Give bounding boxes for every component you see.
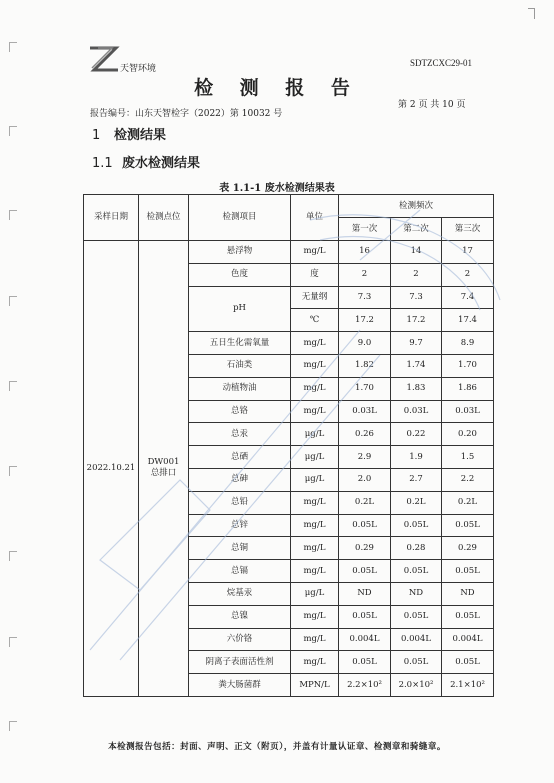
value-cell: 1.9 (391, 446, 442, 469)
company-logo-icon (88, 44, 120, 74)
value-cell: 0.05L (339, 560, 391, 583)
unit-cell: mg/L (291, 628, 339, 651)
margin-tick (9, 721, 17, 731)
sampling-point-cell (139, 241, 189, 697)
item-cell: 总砷 (189, 468, 291, 491)
unit-cell: mg/L (291, 651, 339, 674)
unit-cell: μg/L (291, 446, 339, 469)
value-cell: 0.05L (339, 651, 391, 674)
report-number: 报告编号：山东天智检字（2022）第 10032 号 (90, 109, 283, 119)
value-cell: 17.2 (339, 309, 391, 332)
value-cell: 0.05L (442, 651, 494, 674)
item-cell: 动植物油 (189, 377, 291, 400)
value-cell: 0.28 (391, 537, 442, 560)
item-cell: 五日生化需氧量 (189, 332, 291, 355)
item-cell: 烷基汞 (189, 582, 291, 605)
item-cell: 总镍 (189, 605, 291, 628)
results-table (83, 194, 494, 697)
unit-cell: 无量纲 (291, 286, 339, 309)
value-cell: 0.004L (391, 628, 442, 651)
unit-cell: μg/L (291, 468, 339, 491)
header-frequency: 检测频次 (339, 195, 494, 218)
item-cell: 总铅 (189, 491, 291, 514)
item-cell: 阴离子表面活性剂 (189, 651, 291, 674)
value-cell: 0.004L (442, 628, 494, 651)
value-cell: 7.3 (339, 286, 391, 309)
item-cell: 总汞 (189, 423, 291, 446)
value-cell: 0.05L (339, 514, 391, 537)
unit-cell: mg/L (291, 332, 339, 355)
value-cell: 0.20 (442, 423, 494, 446)
value-cell: 1.83 (391, 377, 442, 400)
value-cell: 2.0 (339, 468, 391, 491)
value-cell: 0.05L (391, 605, 442, 628)
value-cell: 0.29 (442, 537, 494, 560)
value-cell: 0.004L (339, 628, 391, 651)
table-caption: 表 1.1-1 废水检测结果表 (219, 183, 335, 194)
value-cell: 2.7 (391, 468, 442, 491)
item-cell: pH (189, 286, 291, 332)
value-cell: 0.2L (442, 491, 494, 514)
header-unit: 单位 (291, 195, 339, 241)
value-cell: 0.05L (442, 605, 494, 628)
sampling-date-cell: 2022.10.21 (84, 241, 139, 697)
value-cell: 2 (339, 263, 391, 286)
value-cell: 17.2 (391, 309, 442, 332)
subsection-number: 1.1 (92, 156, 113, 171)
value-cell: 0.05L (442, 514, 494, 537)
value-cell: 0.05L (442, 560, 494, 583)
value-cell: 2.1×10² (442, 674, 494, 697)
value-cell: 0.22 (391, 423, 442, 446)
value-cell: 0.03L (442, 400, 494, 423)
value-cell: 16 (339, 241, 391, 264)
item-cell: 色度 (189, 263, 291, 286)
value-cell: 2.2×10² (339, 674, 391, 697)
value-cell: 0.05L (391, 651, 442, 674)
value-cell: 1.70 (442, 354, 494, 377)
margin-tick (9, 210, 17, 220)
unit-cell: mg/L (291, 400, 339, 423)
value-cell: 0.2L (391, 491, 442, 514)
unit-cell: MPN/L (291, 674, 339, 697)
corner-mark (528, 8, 535, 19)
value-cell: 8.9 (442, 332, 494, 355)
item-cell: 总铬 (189, 400, 291, 423)
section-heading (92, 124, 166, 143)
unit-cell: mg/L (291, 377, 339, 400)
unit-cell: mg/L (291, 537, 339, 560)
margin-tick (9, 381, 17, 391)
value-cell: 1.86 (442, 377, 494, 400)
margin-tick (9, 296, 17, 306)
section-number: 1 (92, 128, 101, 143)
item-cell: 总镉 (189, 560, 291, 583)
value-cell: 1.74 (391, 354, 442, 377)
unit-cell: mg/L (291, 605, 339, 628)
value-cell: 7.4 (442, 286, 494, 309)
table-row (84, 241, 494, 264)
value-cell: 0.29 (339, 537, 391, 560)
document-code: SDTZCXC29-01 (410, 58, 473, 68)
value-cell: ND (442, 582, 494, 605)
header-point: 检测点位 (139, 195, 189, 241)
value-cell: 2.2 (442, 468, 494, 491)
item-cell: 总锌 (189, 514, 291, 537)
value-cell: 0.03L (391, 400, 442, 423)
value-cell: 2.9 (339, 446, 391, 469)
margin-tick (9, 42, 17, 52)
unit-cell: mg/L (291, 491, 339, 514)
page-number: 第 2 页 共 10 页 (398, 100, 466, 110)
unit-cell: 度 (291, 263, 339, 286)
value-cell: 0.05L (391, 514, 442, 537)
value-cell: 9.0 (339, 332, 391, 355)
brand-name: 天智环境 (120, 64, 157, 74)
unit-cell: mg/L (291, 354, 339, 377)
margin-tick (9, 637, 17, 647)
unit-cell: mg/L (291, 241, 339, 264)
footer-note: 本检测报告包括：封面、声明、正文（附页），并盖有计量认证章、检测章和骑缝章。 (108, 742, 446, 752)
item-cell: 总铜 (189, 537, 291, 560)
margin-tick (9, 551, 17, 561)
unit-cell: mg/L (291, 560, 339, 583)
value-cell: 17 (442, 241, 494, 264)
value-cell: 0.2L (339, 491, 391, 514)
unit-cell: μg/L (291, 582, 339, 605)
header-first: 第一次 (339, 218, 391, 241)
item-cell: 悬浮物 (189, 241, 291, 264)
value-cell: 2.0×10² (391, 674, 442, 697)
margin-tick (9, 126, 17, 136)
subsection-title: 废水检测结果 (122, 156, 201, 171)
item-cell: 总硒 (189, 446, 291, 469)
point-code: DW001 (147, 457, 180, 468)
unit-cell: ℃ (291, 309, 339, 332)
margin-tick (9, 466, 17, 476)
item-cell: 六价铬 (189, 628, 291, 651)
header-second: 第二次 (391, 218, 442, 241)
value-cell: 1.82 (339, 354, 391, 377)
page-title: 检 测 报 告 (194, 77, 360, 99)
value-cell: 0.03L (339, 400, 391, 423)
item-cell: 石油类 (189, 354, 291, 377)
section-title: 检测结果 (114, 128, 167, 143)
value-cell: 17.4 (442, 309, 494, 332)
item-cell: 粪大肠菌群 (189, 674, 291, 697)
value-cell: 7.3 (391, 286, 442, 309)
value-cell: 1.5 (442, 446, 494, 469)
unit-cell: μg/L (291, 423, 339, 446)
value-cell: 2 (442, 263, 494, 286)
value-cell: 9.7 (391, 332, 442, 355)
value-cell: 14 (391, 241, 442, 264)
header-item: 检测项目 (189, 195, 291, 241)
subsection-heading (92, 152, 200, 171)
value-cell: 0.05L (339, 605, 391, 628)
header-third: 第三次 (442, 218, 494, 241)
value-cell: ND (391, 582, 442, 605)
value-cell: ND (339, 582, 391, 605)
value-cell: 0.26 (339, 423, 391, 446)
value-cell: 0.05L (391, 560, 442, 583)
value-cell: 1.70 (339, 377, 391, 400)
point-name: 总排口 (150, 468, 177, 479)
value-cell: 2 (391, 263, 442, 286)
header-date: 采样日期 (84, 195, 139, 241)
unit-cell: mg/L (291, 514, 339, 537)
